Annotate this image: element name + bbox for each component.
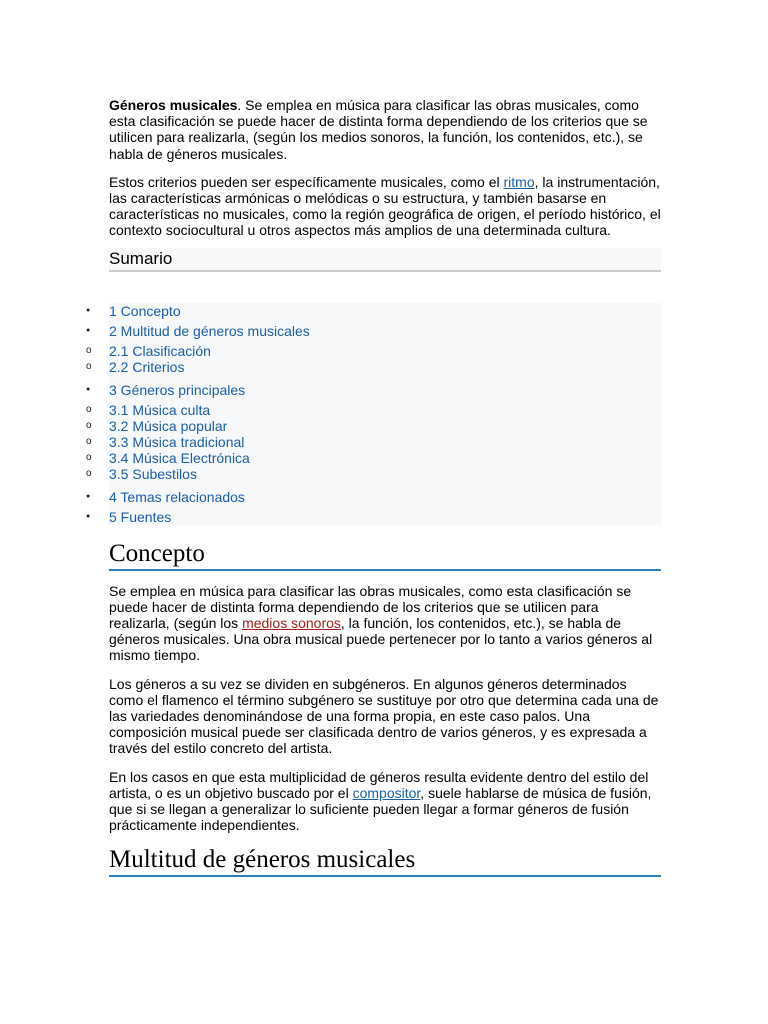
concepto-text-after: , la función, los contenidos, etc.), se habla de géneros musicales. Una obra musical puede pertenecer por lo tanto a varios géneros al mismo tiempo.	[109, 615, 653, 664]
toc-item-label[interactable]: 3.5 Subestilos	[109, 465, 197, 482]
toc-item[interactable]	[86, 358, 661, 375]
link-ritmo[interactable]: ritmo	[503, 173, 535, 190]
toc-item[interactable]	[86, 417, 661, 434]
toc-item[interactable]	[86, 401, 661, 418]
intro-text-before: Estos criterios pueden ser específicamente musicales, como el	[109, 173, 504, 190]
toc-item-label[interactable]: 3.4 Música Electrónica	[109, 449, 250, 466]
toc-item[interactable]	[86, 488, 661, 505]
toc-item-label[interactable]: 2.2 Criterios	[109, 358, 185, 375]
bullet-circle-icon: o	[86, 419, 92, 431]
toc-item-label[interactable]: 5 Fuentes	[109, 508, 172, 525]
toc-item-label[interactable]: 1 Concepto	[109, 302, 181, 319]
concepto-p3-before: En los casos en que esta multiplicidad de géneros resulta evidente dentro del estilo del artista, o es un objetivo buscado por el	[109, 768, 649, 801]
toc-item[interactable]	[86, 465, 661, 482]
bullet-circle-icon: o	[86, 435, 92, 447]
section-concepto	[109, 583, 661, 834]
toc-item-label[interactable]: 3.1 Música culta	[109, 401, 211, 418]
intro-paragraph-1	[109, 97, 661, 162]
toc-item[interactable]	[86, 449, 661, 466]
toc-item[interactable]	[86, 433, 661, 450]
bullet-circle-icon: o	[86, 403, 92, 415]
toc-item-label[interactable]: 2.1 Clasificación	[109, 342, 211, 359]
toc-item[interactable]	[86, 342, 661, 359]
concepto-p3-after: , suele hablarse de música de fusión, que si se llegan a generalizar lo suficiente pueden llegar a formar géneros de fusión prácticamente independientes.	[109, 784, 652, 834]
table-of-contents	[86, 302, 661, 525]
bullet-circle-icon: o	[86, 467, 92, 479]
toc-item[interactable]	[86, 302, 661, 319]
concepto-paragraph-1	[109, 583, 661, 664]
toc-item[interactable]	[86, 322, 661, 339]
bullet-circle-icon: o	[86, 451, 92, 463]
concepto-paragraph-3	[109, 769, 661, 834]
bullet-circle-icon: o	[86, 344, 92, 356]
section-heading-concepto: Concepto	[109, 539, 661, 571]
concepto-paragraph-2: Los géneros a su vez se dividen en subgéneros. En algunos géneros determinados como el flamenco el término subgénero se sustituye por otro que determina cada una de las variedades denominándose de una forma propia, en este caso palos. Una composición musical puede ser clasificada dentro de varios géneros, y es expresada a través del estilo concreto del artista.	[109, 675, 659, 757]
bullet-disc-icon: ●	[86, 306, 91, 314]
intro-term: Géneros musicales	[109, 97, 238, 113]
bullet-disc-icon: ●	[86, 326, 91, 334]
article-body	[86, 97, 661, 877]
bullet-circle-icon: o	[86, 360, 92, 372]
section-heading-multitud: Multitud de géneros musicales	[109, 845, 661, 877]
toc-item-label[interactable]: 3 Géneros principales	[109, 381, 246, 398]
toc-item-label[interactable]: 3.3 Música tradicional	[109, 433, 245, 450]
toc-item[interactable]	[86, 381, 661, 398]
toc-item-label[interactable]: 4 Temas relacionados	[109, 488, 245, 505]
toc-item[interactable]	[86, 508, 661, 525]
intro-text: . Se emplea en música para clasificar las obras musicales, como esta clasificación se puede hacer de distinta forma dependiendo de los criterios que se utilicen para realizarla, (según los medios sonoros, la función, los contenidos, etc.), se habla de géneros musicales.	[109, 97, 648, 162]
toc-item-label[interactable]: 3.2 Música popular	[109, 417, 228, 434]
bullet-disc-icon: ●	[86, 492, 91, 500]
intro-paragraph-2	[109, 174, 661, 239]
link-compositor[interactable]: compositor	[352, 784, 421, 801]
link-medios-sonoros[interactable]: medios sonoros	[242, 615, 341, 632]
toc-item-label[interactable]: 2 Multitud de géneros musicales	[109, 322, 310, 339]
intro-text-after: , la instrumentación, las características armónicas o melódicas o su estructura, y también basarse en características no musicales, como la región geográfica de origen, el período histórico, el contexto sociocultural u otros aspectos más amplios de una determinada cultura.	[109, 173, 661, 239]
bullet-disc-icon: ●	[86, 512, 91, 520]
toc-title: Sumario	[109, 248, 661, 272]
concepto-text-before: Se emplea en música para clasificar las obras musicales, como esta clasificación se puede hacer de distinta forma dependiendo de los criterios que se utilicen para realizarla, (según los	[109, 582, 632, 632]
bullet-disc-icon: ●	[86, 385, 91, 393]
